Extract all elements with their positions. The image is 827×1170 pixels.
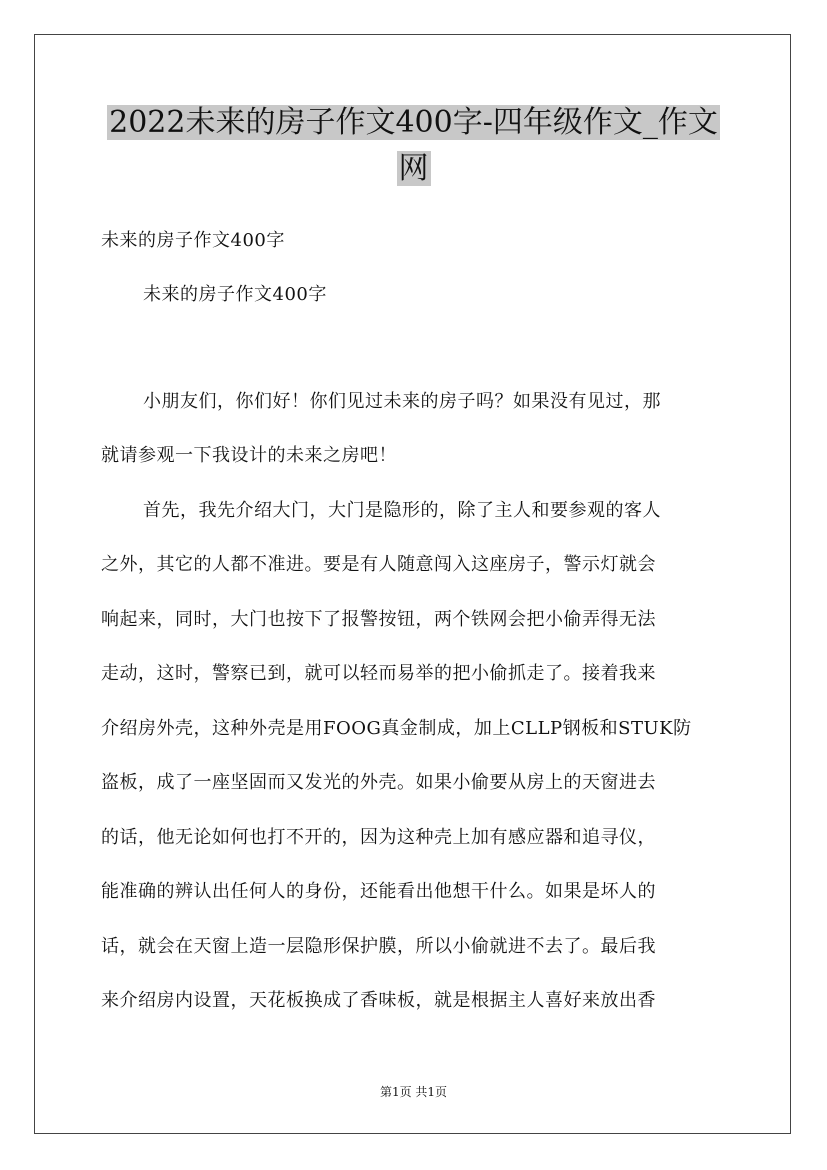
page-footer: 第1页 共1页 — [379, 1085, 448, 1099]
paragraph-line: 能准确的辨认出任何人的身份，还能看出他想干什么。如果是坏人的 — [101, 881, 656, 902]
paragraph-line: 就请参观一下我设计的未来之房吧！ — [101, 445, 397, 466]
paragraph-line: 小朋友们，你们好！你们见过未来的房子吗？如果没有见过，那 — [143, 391, 661, 412]
document-title — [100, 100, 727, 192]
paragraph-line: 首先，我先介绍大门，大门是隐形的，除了主人和要参观的客人 — [143, 500, 661, 521]
paragraph-line: 走动，这时，警察已到，就可以轻而易举的把小偷抓走了。接着我来 — [101, 663, 656, 684]
paragraph-line: 盗板，成了一座坚固而又发光的外壳。如果小偷要从房上的天窗进去 — [101, 772, 656, 793]
paragraph-line: 的话，他无论如何也打不开的，因为这种壳上加有感应器和追寻仪， — [101, 827, 656, 848]
subtitle: 未来的房子作文400字 — [101, 230, 285, 251]
title-line-2: 网 — [398, 151, 429, 186]
paragraph-line: 响起来，同时，大门也按下了报警按钮，两个铁网会把小偷弄得无法 — [101, 609, 656, 630]
paragraph-line: 来介绍房内设置，天花板换成了香味板，就是根据主人喜好来放出香 — [101, 990, 656, 1011]
subtitle-indented: 未来的房子作文400字 — [143, 284, 327, 305]
paragraph-line: 之外，其它的人都不准进。要是有人随意闯入这座房子，警示灯就会 — [101, 554, 656, 575]
paragraph-line: 介绍房外壳，这种外壳是用FOOG真金制成，加上CLLP钢板和STUK防 — [101, 718, 692, 739]
page-border — [34, 34, 791, 1134]
paragraph-line: 话，就会在天窗上造一层隐形保护膜，所以小偷就进不去了。最后我 — [101, 936, 656, 957]
title-line-1: 2022未来的房子作文400字-四年级作文_作文 — [109, 105, 718, 140]
